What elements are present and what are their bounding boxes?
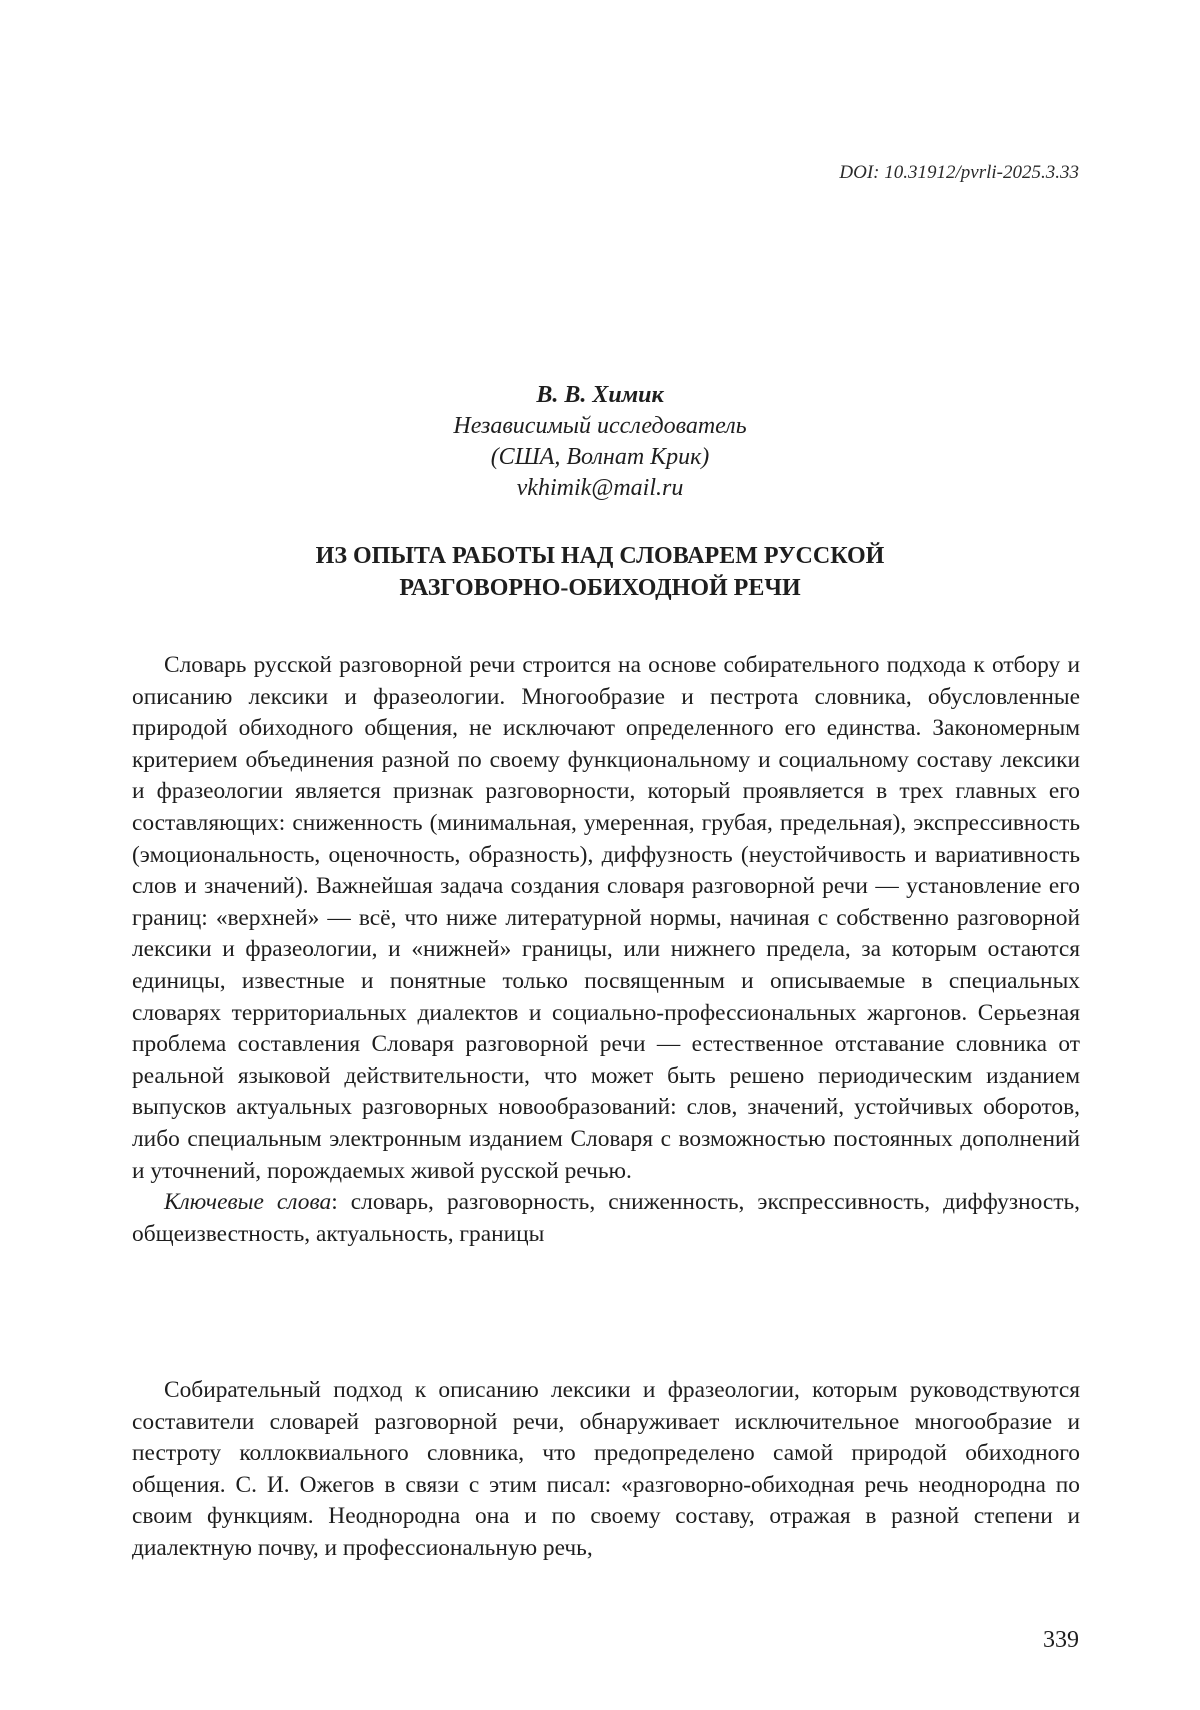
abstract-paragraph: Словарь русской разговорной речи строится на основе собирательного подхода к отбору и описанию лексики и фразеологии. Многообразие и пестрота словника, обусловленные природой обиходного общения, не исключают определенного его единства. Закономерным критерием объединения разной по своему функциональному и социальному составу лексики и фразеологии является признак разговорности, который проявляется в трех главных его составляющих: сниженность (минимальная, умеренная, грубая, предельная), экспрессивность (эмоциональность, оценочность, образность), диффузность (неустойчивость и вариативность слов и значений). Важнейшая задача создания словаря разговорной речи — установление его границ: «верхней» — всё, что ниже литературной нормы, начиная с собственно разговорной лексики и фразеологии, и «нижней» границы, или нижнего предела, за которым остаются единицы, известные и понятные только посвященным и описываемые в специальных словарях территориальных диалектов и социально-профессиональных жаргонов. Серьезная проблема составления Словаря разговорной речи — естественное отставание словника от реальной языковой действительности, что может быть решено периодическим изданием выпусков актуальных разговорных новообразований: слов, значений, устойчивых оборотов, либо специальным электронным изданием Словаря с возможностью постоянных дополнений и уточнений, порождаемых живой русской речью. xyxy=(132,652,1080,1184)
article-title-line-1: ИЗ ОПЫТА РАБОТЫ НАД СЛОВАРЕМ РУССКОЙ xyxy=(315,543,885,569)
body-text xyxy=(132,1375,1080,1565)
article-title-line-2: РАЗГОВОРНО-ОБИХОДНОЙ РЕЧИ xyxy=(399,575,801,601)
keywords-list: : словарь, разговорность, сниженность, экспрессивность, диффузность, общеизвестность, актуальность, границы xyxy=(132,1189,1081,1247)
author-affiliation: Независимый исследователь xyxy=(453,413,747,439)
author-block xyxy=(0,380,1200,504)
body-paragraph: Собирательный подход к описанию лексики и фразеологии, которым руководствуются составители словарей разговорной речи, обнаруживает исключительное многообразие и пестроту коллоквиального словника, что предопределено самой природой обиходного общения. С. И. Ожегов в связи с этим писал: «разговорно-обиходная речь неоднородна по своим функциям. Неоднородна она и по своему составу, отражая в разной степени и диалектную почву, и профессиональную речь, xyxy=(132,1377,1080,1561)
abstract xyxy=(132,650,1080,1250)
author-email: vkhimik@mail.ru xyxy=(516,475,684,501)
author-location: (США, Волнат Крик) xyxy=(490,444,710,470)
keywords-paragraph xyxy=(132,1187,1080,1250)
keywords-label: Ключевые слова xyxy=(164,1189,332,1216)
author-name: В. В. Химик xyxy=(536,382,664,408)
doi-identifier: DOI: 10.31912/pvrli-2025.3.33 xyxy=(839,162,1079,183)
article-title xyxy=(0,540,1200,604)
page-number: 339 xyxy=(1043,1627,1079,1653)
